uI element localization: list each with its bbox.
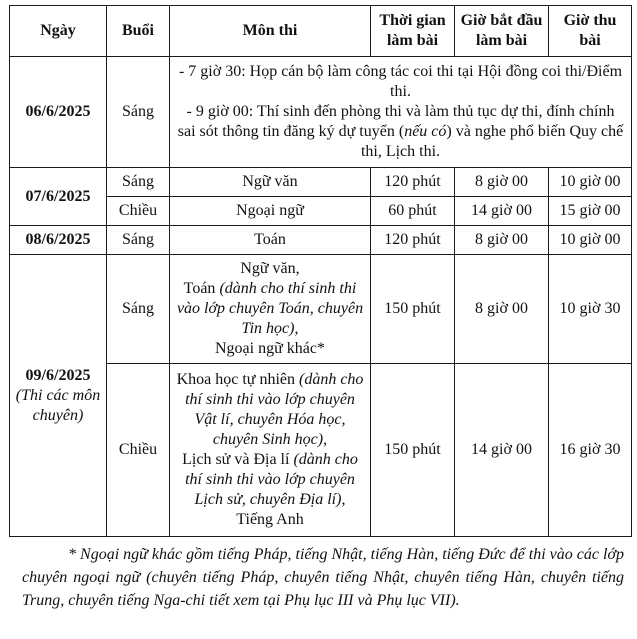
header-duration: Thời gian làm bài <box>371 6 455 57</box>
subject-cell: Ngữ văn, Toán (dành cho thí sinh thi vào lớp chuyên Toán, chuyên Tin học), Ngoại ngữ khác* <box>170 255 371 364</box>
header-session: Buổi <box>107 6 170 57</box>
table-row <box>10 255 632 364</box>
header-date: Ngày <box>10 6 107 57</box>
start-cell: 8 giờ 00 <box>455 255 549 364</box>
duration-cell: 150 phút <box>371 255 455 364</box>
session-cell: Chiều <box>107 197 170 226</box>
session-cell: Sáng <box>107 255 170 364</box>
session-cell: Sáng <box>107 226 170 255</box>
subject-cell: Ngoại ngữ <box>170 197 371 226</box>
day1-notes <box>170 57 632 168</box>
duration-cell: 120 phút <box>371 226 455 255</box>
header-start: Giờ bắt đầu làm bài <box>455 6 549 57</box>
session-cell: Sáng <box>107 168 170 197</box>
note-item: - 9 giờ 00: Thí sinh đến phòng thi và làm thủ tục dự thi, đính chính sai sót thông tin đăng ký dự tuyển (nếu có) và nghe phổ biến Quy chế thi, Lịch thi. <box>177 103 624 160</box>
header-row <box>10 6 632 57</box>
date-note: (Thi các môn chuyên) <box>15 386 101 424</box>
date-cell: 08/6/2025 <box>10 226 107 255</box>
header-subject: Môn thi <box>170 6 371 57</box>
subject-cell: Ngữ văn <box>170 168 371 197</box>
start-cell: 14 giờ 00 <box>455 364 549 537</box>
date-cell: 06/6/2025 <box>10 57 107 168</box>
date-cell <box>10 255 107 537</box>
session-cell: Sáng <box>107 57 170 168</box>
subject-cell: Toán <box>170 226 371 255</box>
table-row <box>10 168 632 197</box>
header-end: Giờ thu bài <box>549 6 632 57</box>
exam-schedule-table <box>9 5 632 537</box>
date-cell: 07/6/2025 <box>10 168 107 226</box>
end-cell: 16 giờ 30 <box>549 364 632 537</box>
end-cell: 15 giờ 00 <box>549 197 632 226</box>
date-text: 09/6/2025 <box>25 366 91 384</box>
footnote: * Ngoại ngữ khác gồm tiếng Pháp, tiếng Nhật, tiếng Hàn, tiếng Đức để thi vào các lớp chuyên ngoại ngữ (chuyên tiếng Pháp, chuyên tiếng Nhật, chuyên tiếng Hàn, chuyên tiếng Trung, chuyên tiếng Nga-chi tiết xem tại Phụ lục III và Phụ lục VII). <box>22 546 624 609</box>
end-cell: 10 giờ 30 <box>549 255 632 364</box>
table-row <box>10 57 632 168</box>
end-cell: 10 giờ 00 <box>549 226 632 255</box>
table-row <box>10 226 632 255</box>
end-cell: 10 giờ 00 <box>549 168 632 197</box>
start-cell: 14 giờ 00 <box>455 197 549 226</box>
duration-cell: 120 phút <box>371 168 455 197</box>
start-cell: 8 giờ 00 <box>455 168 549 197</box>
start-cell: 8 giờ 00 <box>455 226 549 255</box>
note-item: - 7 giờ 30: Họp cán bộ làm công tác coi thi tại Hội đồng coi thi/Điểm thi. <box>178 63 623 100</box>
duration-cell: 150 phút <box>371 364 455 537</box>
subject-cell: Khoa học tự nhiên (dành cho thí sinh thi vào lớp chuyên Vật lí, chuyên Hóa học, chuyên Sinh học), Lịch sử và Địa lí (dành cho thí sinh thi vào lớp chuyên Lịch sử, chuyên Địa lí), Tiếng Anh <box>170 364 371 537</box>
duration-cell: 60 phút <box>371 197 455 226</box>
session-cell: Chiều <box>107 364 170 537</box>
